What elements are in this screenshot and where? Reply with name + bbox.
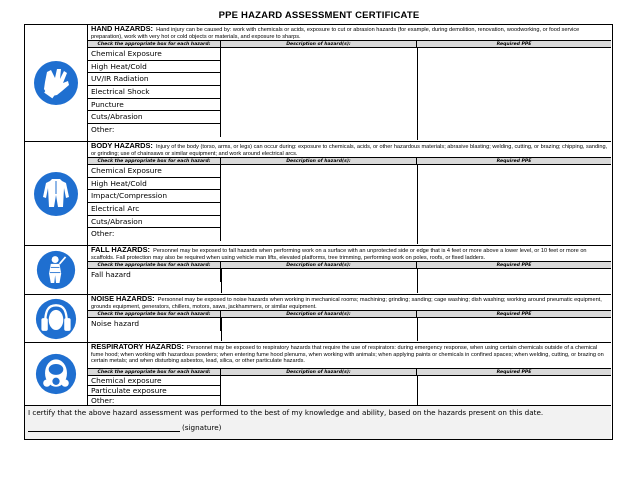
check-header: Check the appropriate box for each hazard: <box>88 369 221 375</box>
hazard-row[interactable]: Fall hazard <box>88 269 221 282</box>
check-header: Check the appropriate box for each hazard: <box>88 158 221 164</box>
section-heading: HAND HAZARDS: <box>91 24 153 33</box>
hazard-row[interactable]: High Heat/Cold <box>88 61 221 74</box>
hazard-row[interactable]: Chemical Exposure <box>88 165 221 178</box>
coverall-icon <box>33 171 79 217</box>
certification-statement: I certify that the above hazard assessment was performed to the best of my knowledge and ability, based on the hazards present on this date. <box>28 408 544 417</box>
check-header: Check the appropriate box for each hazard: <box>88 262 221 268</box>
section-heading: BODY HAZARDS: <box>91 141 153 150</box>
respiratory-hazards-section <box>25 343 611 406</box>
check-header: Check the appropriate box for each hazard: <box>88 41 221 47</box>
hazard-row[interactable]: Chemical exposure <box>88 376 221 386</box>
hazard-row[interactable]: Electrical Arc <box>88 203 221 216</box>
description-header: Description of hazard(s): <box>221 41 417 47</box>
section-heading: NOISE HAZARDS: <box>91 294 155 303</box>
respirator-icon <box>35 353 77 395</box>
certification-footer <box>25 406 611 439</box>
signature-label: (signature) <box>182 423 222 432</box>
assessment-form <box>24 24 613 440</box>
section-description: Hand injury can be caused by: work with chemicals or acids, exposure to cut or abrasion hazards (for example, during demolition, renovation, woodworking, or food service preparation), work with very hot or cold objects or materials, and exposure to sharps. <box>91 27 580 40</box>
section-description: Personnel may be exposed to noise hazards when working in mechanical rooms; machining; grinding; sanding; cage washing; dish washing; working around pneumatic equipment, grounds equipment, generators, chillers, motors, saws, jackhammers, or similar equipment. <box>91 297 602 310</box>
signature-line[interactable] <box>28 431 180 432</box>
ear-protection-icon <box>35 298 77 340</box>
hazard-row[interactable]: Electrical Shock <box>88 86 221 99</box>
column-headers <box>88 157 611 165</box>
glove-icon <box>33 60 79 106</box>
hazard-row[interactable]: Particulate exposure <box>88 386 221 396</box>
hazard-row[interactable]: Other: <box>88 228 221 241</box>
section-description: Personnel may be exposed to fall hazards when performing work on a surface with an unprotected side or edge that is 4 feet or more above a lower level, or 10 feet or more on scaffolds. Fall protection may also be required when using vehicle man lifts, elevated platforms, tree trimming, performing work on poles, roofs, or fixed ladders. <box>91 248 587 261</box>
hazard-row[interactable]: Cuts/Abrasion <box>88 111 221 124</box>
check-header: Check the appropriate box for each hazard: <box>88 311 221 317</box>
hazard-row[interactable]: Cuts/Abrasion <box>88 216 221 229</box>
hazard-row[interactable]: UV/IR Radiation <box>88 73 221 86</box>
fall-hazards-section <box>25 246 611 295</box>
hand-hazards-section <box>25 25 611 142</box>
description-header: Description of hazard(s): <box>221 311 417 317</box>
page-title: PPE HAZARD ASSESSMENT CERTIFICATE <box>218 10 420 21</box>
ppe-header: Required PPE <box>496 159 532 164</box>
column-headers <box>88 40 611 48</box>
ppe-header: Required PPE <box>496 42 532 47</box>
hazard-row[interactable]: Other: <box>88 396 221 406</box>
section-description: Personnel may be exposed to respiratory hazards that require the use of respirators: during emergency response, when using certain chemicals outside of a chemical fume hood; when working with hazardous powders; when entering fume hood plenums, when working with animals; when applying paints or chemicals in confined spaces; when welding, cutting, or brazing on certain metals; and when disturbing asbestos, lead, silica, or other particulate hazards. <box>91 345 604 365</box>
column-headers <box>88 368 611 376</box>
noise-hazards-section <box>25 295 611 343</box>
hazard-row[interactable]: Noise hazard <box>88 318 221 331</box>
column-headers <box>88 261 611 269</box>
ppe-header: Required PPE <box>496 263 532 268</box>
ppe-header: Required PPE <box>496 312 532 317</box>
ppe-header: Required PPE <box>496 370 532 375</box>
hazard-row[interactable]: Chemical Exposure <box>88 48 221 61</box>
hazard-row[interactable]: Other: <box>88 124 221 137</box>
hazard-row[interactable]: Impact/Compression <box>88 190 221 203</box>
section-description: Injury of the body (torso, arms, or legs) can occur during: exposure to chemicals, acids, or other hazardous materials; abrasive blasting; welding, cutting, or brazing; chipping, sanding, or grinding; use of chainsaws or similar equipment; and work around electrical arcs. <box>91 144 608 157</box>
body-hazards-section <box>25 142 611 246</box>
section-heading: FALL HAZARDS: <box>91 245 150 254</box>
description-header: Description of hazard(s): <box>221 369 417 375</box>
hazard-row[interactable]: Puncture <box>88 99 221 112</box>
description-header: Description of hazard(s): <box>221 158 417 164</box>
harness-icon <box>36 250 76 290</box>
column-headers <box>88 310 611 318</box>
hazard-row[interactable]: High Heat/Cold <box>88 178 221 191</box>
section-heading: RESPIRATORY HAZARDS: <box>91 342 184 351</box>
signature-field[interactable] <box>28 423 221 432</box>
description-header: Description of hazard(s): <box>221 262 417 268</box>
